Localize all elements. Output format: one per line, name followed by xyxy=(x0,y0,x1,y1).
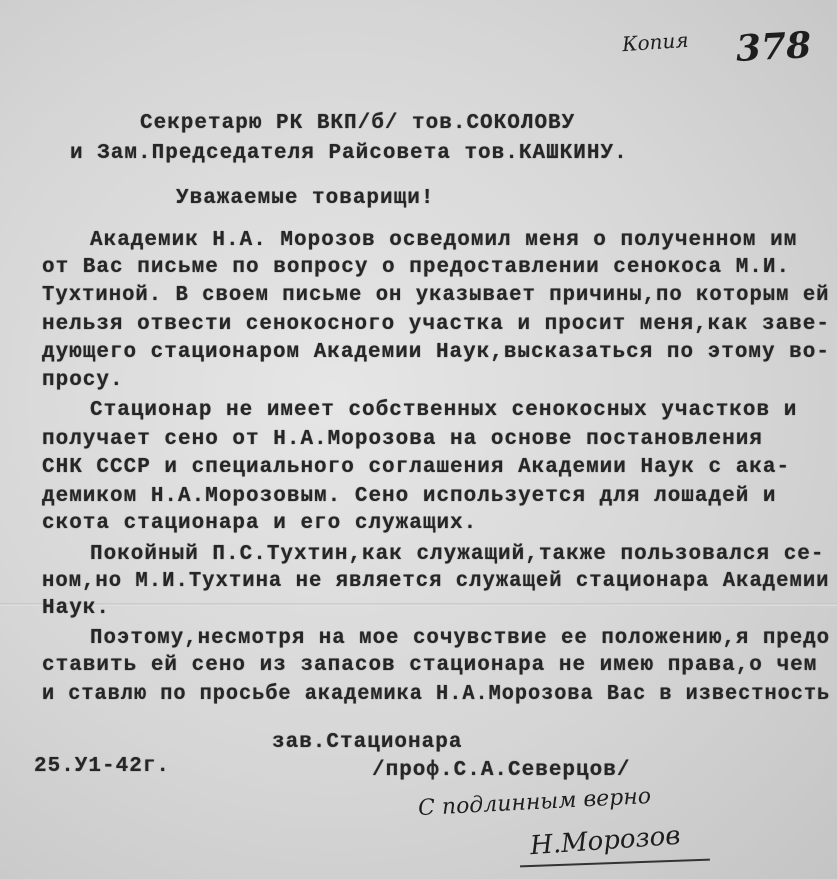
body-line: получает сено от Н.А.Морозова на основе постановления xyxy=(42,428,763,451)
body-line: ставить ей сено из запасов стационара не имею права,о чем xyxy=(42,654,818,677)
body-line: дующего стационаром Академии Наук,высказаться по этому во- xyxy=(42,341,830,364)
signatory-position: зав.Стационара xyxy=(272,731,463,754)
handwritten-signature: Н.Морозов xyxy=(529,820,682,862)
body-line: от Вас письме по вопросу о предоставлении сенокоса М.И. xyxy=(42,256,791,279)
archive-number: 378 xyxy=(734,24,813,70)
body-line: нельзя отвести сенокосного участка и просит меня,как заве- xyxy=(42,313,830,336)
body-line: Поэтому,несмотря на мое сочувствие ее положению,я предо xyxy=(90,627,831,650)
document-date: 25.У1-42г. xyxy=(34,755,171,778)
body-line: Академик Н.А. Морозов осведомил меня о полученном им xyxy=(90,229,798,252)
body-line: и ставлю по просьбе академика Н.А.Морозова Вас в известность xyxy=(42,683,831,706)
body-line: Стационар не имеет собственных сенокосных участков и xyxy=(90,399,798,422)
paper-fold xyxy=(0,603,837,606)
body-line: скота стационара и его служащих. xyxy=(42,512,478,535)
archive-copy-label: Копия xyxy=(621,27,690,57)
body-line: СНК СССР и специального соглашения Академии Наук с ака- xyxy=(42,456,791,479)
addressee-line-1: Секретарю РК ВКП/б/ тов.СОКОЛОВУ xyxy=(140,112,576,135)
body-line: просу. xyxy=(42,369,124,392)
body-line: Покойный П.С.Тухтин,как служащий,также пользовался се- xyxy=(90,543,825,566)
body-line: демиком Н.А.Морозовым. Сено используется для лошадей и xyxy=(42,485,777,508)
handwritten-certification: С подлинным верно xyxy=(417,783,652,822)
body-line: Тухтиной. В своем письме он указывает причины,по которым ей xyxy=(42,284,830,307)
body-line: ном,но М.И.Тухтина не является служащей стационара Академии xyxy=(42,570,830,593)
addressee-line-2: и Зам.Председателя Райсовета тов.КАШКИНУ. xyxy=(70,142,628,165)
signatory-name: /проф.С.А.Северцов/ xyxy=(372,759,631,782)
salutation: Уважаемые товарищи! xyxy=(176,187,435,210)
body-line: Наук. xyxy=(42,597,111,620)
